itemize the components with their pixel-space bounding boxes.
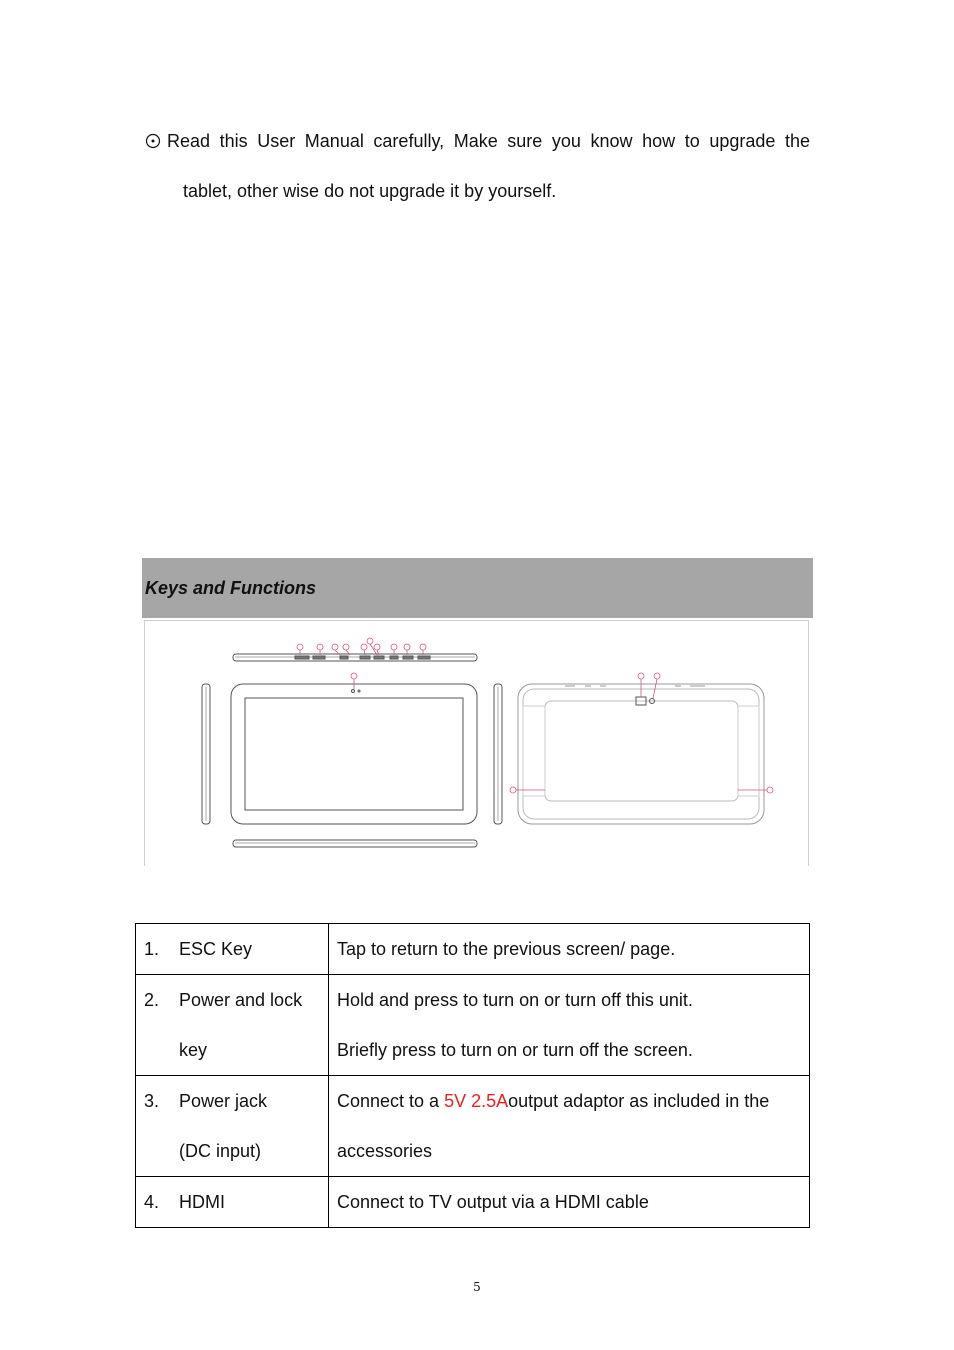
key-description: Hold and press to turn on or turn off this unit. <box>337 990 693 1010</box>
tablet-diagram <box>144 620 809 866</box>
note-line-1: Read this User Manual carefully, Make sure you know how to upgrade the <box>167 130 810 151</box>
keys-functions-table <box>135 923 810 1228</box>
key-name: Power jack <box>179 1091 268 1111</box>
row-number: 4. <box>144 1192 160 1212</box>
section-title: Keys and Functions <box>145 577 317 598</box>
key-description: Connect to TV output via a HDMI cable <box>337 1192 649 1212</box>
table-row <box>136 924 810 975</box>
row-number: 1. <box>144 939 160 959</box>
key-description: Tap to return to the previous screen/ page. <box>337 939 676 959</box>
tablet-diagram-drawing <box>145 621 808 866</box>
desc-suffix: output adaptor as included in the <box>508 1091 770 1111</box>
upgrade-note <box>145 125 810 207</box>
voltage-highlight: 5V 2.5A <box>444 1091 509 1111</box>
note-line-2: tablet, other wise do not upgrade it by yourself. <box>183 181 557 201</box>
section-header <box>142 558 813 618</box>
row-number: 3. <box>144 1091 160 1111</box>
table-row <box>136 1076 810 1177</box>
key-description-cont: accessories <box>337 1141 433 1161</box>
desc-prefix: Connect to a <box>337 1091 445 1111</box>
page-number: 5 <box>473 1280 481 1294</box>
key-description-cont: Briefly press to turn on or turn off the screen. <box>337 1040 693 1060</box>
key-description <box>329 1076 809 1126</box>
key-name-cont: (DC input) <box>179 1141 262 1161</box>
key-name-cont: key <box>179 1040 208 1060</box>
key-name: HDMI <box>179 1192 225 1212</box>
row-number: 2. <box>144 990 160 1010</box>
circle-dot-icon <box>145 133 161 149</box>
key-name: ESC Key <box>179 939 253 959</box>
table-row <box>136 1177 810 1228</box>
key-name: Power and lock <box>179 990 303 1010</box>
table-row <box>136 975 810 1076</box>
